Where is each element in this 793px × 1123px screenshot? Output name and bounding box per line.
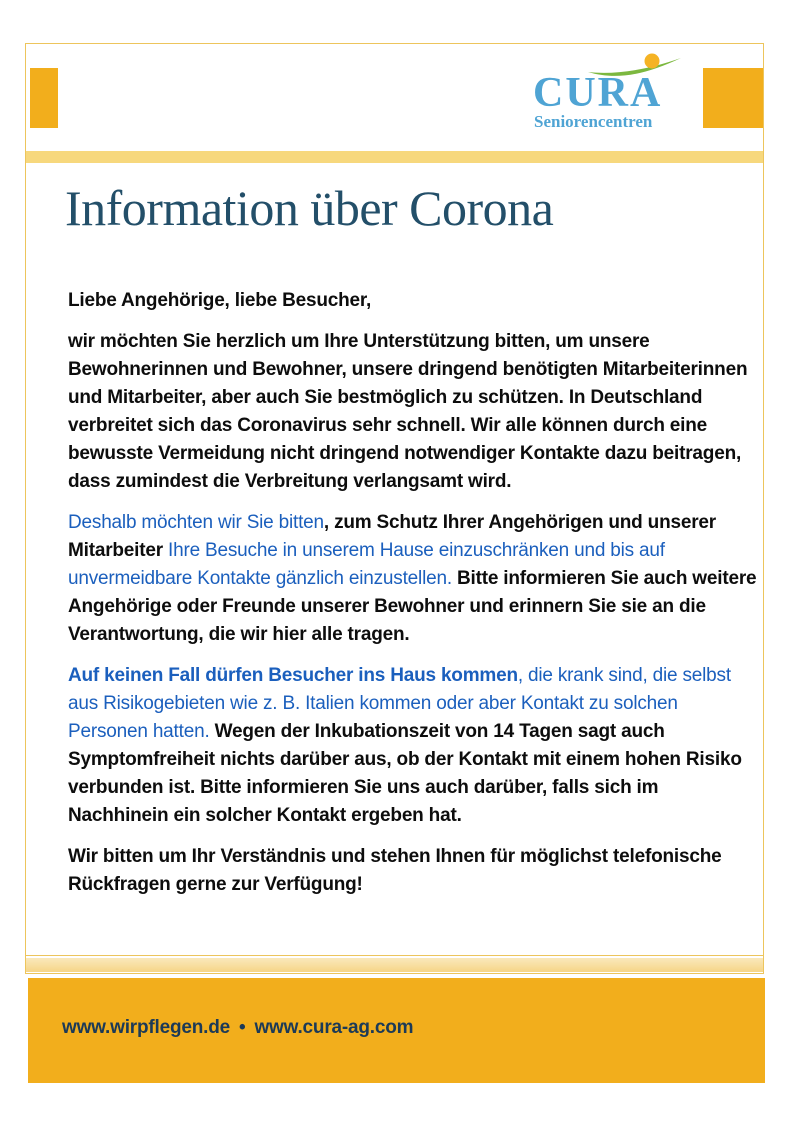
footer-link-cura: www.cura-ag.com <box>254 1017 414 1038</box>
bottom-accent-band <box>26 958 763 972</box>
page-title: Information über Corona <box>65 180 554 236</box>
text-segment: Wegen der Inkubationszeit von 14 Tagen sagt auch Symptomfreiheit nichts darüber aus, ob der Kontakt mit einem hohen Risiko verbunden ist. Bitte informieren Sie uns auch darüber, falls sich im Nachhinein ein solcher Kontakt ergeben hat. <box>68 721 742 826</box>
footer-websites <box>62 1017 413 1039</box>
footer-separator: • <box>238 1017 246 1038</box>
top-accent-band <box>26 151 763 163</box>
frame-bottom-rule <box>25 955 764 956</box>
letter-body <box>68 287 758 912</box>
left-accent-square <box>30 68 58 128</box>
text-segment: wir möchten Sie herzlich um Ihre Unterstützung bitten, um unsere Bewohnerinnen und Bewohner, unsere dringend benötigten Mitarbeiterinnen und Mitarbeiter, aber auch Sie bestmöglich zu schützen. In Deutschland verbreitet sich das Coronavirus sehr schnell. Wir alle können durch eine bewusste Vermeidung nicht dringend notwendiger Kontakte dazu beitragen, dass zumindest die Verbreitung verlangsamt wird. <box>68 331 748 492</box>
text-segment: , zum Schutz Ihrer Angehörigen und unserer Mitarbeiter <box>68 512 716 561</box>
paragraph-request <box>68 509 758 649</box>
text-segment: Wir bitten um Ihr Verständnis und stehen Ihnen für möglichst telefonische Rückfragen gerne zur Verfügung! <box>68 846 722 895</box>
text-segment: Auf keinen Fall dürfen Besucher ins Haus kommen <box>68 665 518 686</box>
text-segment: Ihre Besuche in unserem Hause einzuschränken und bis auf unvermeidbare Kontakte gänzlich einzustellen. <box>68 540 665 589</box>
salutation: Liebe Angehörige, liebe Besucher, <box>68 290 372 311</box>
footer-link-wirpflegen: www.wirpflegen.de <box>62 1017 230 1038</box>
paragraph-intro <box>68 328 758 496</box>
logo-wordmark: CURA <box>533 70 663 116</box>
text-segment: Bitte informieren Sie auch weitere Angehörige oder Freunde unserer Bewohner und erinnern Sie sie an die Verantwortung, die wir hier alle tragen. <box>68 568 757 645</box>
paragraph-closing <box>68 843 758 899</box>
text-segment: , die krank sind, die selbst aus Risikogebieten wie z. B. Italien kommen oder aber Kontakt zu solchen Personen hatten. <box>68 665 731 742</box>
text-segment: Deshalb möchten wir Sie bitten <box>68 512 324 533</box>
paragraph-warning <box>68 662 758 830</box>
logo-subtitle: Seniorencentren <box>534 112 653 131</box>
right-accent-square <box>703 68 763 128</box>
footer-bar <box>28 978 765 1083</box>
cura-logo <box>533 52 703 152</box>
sun-dot-icon <box>645 54 660 69</box>
